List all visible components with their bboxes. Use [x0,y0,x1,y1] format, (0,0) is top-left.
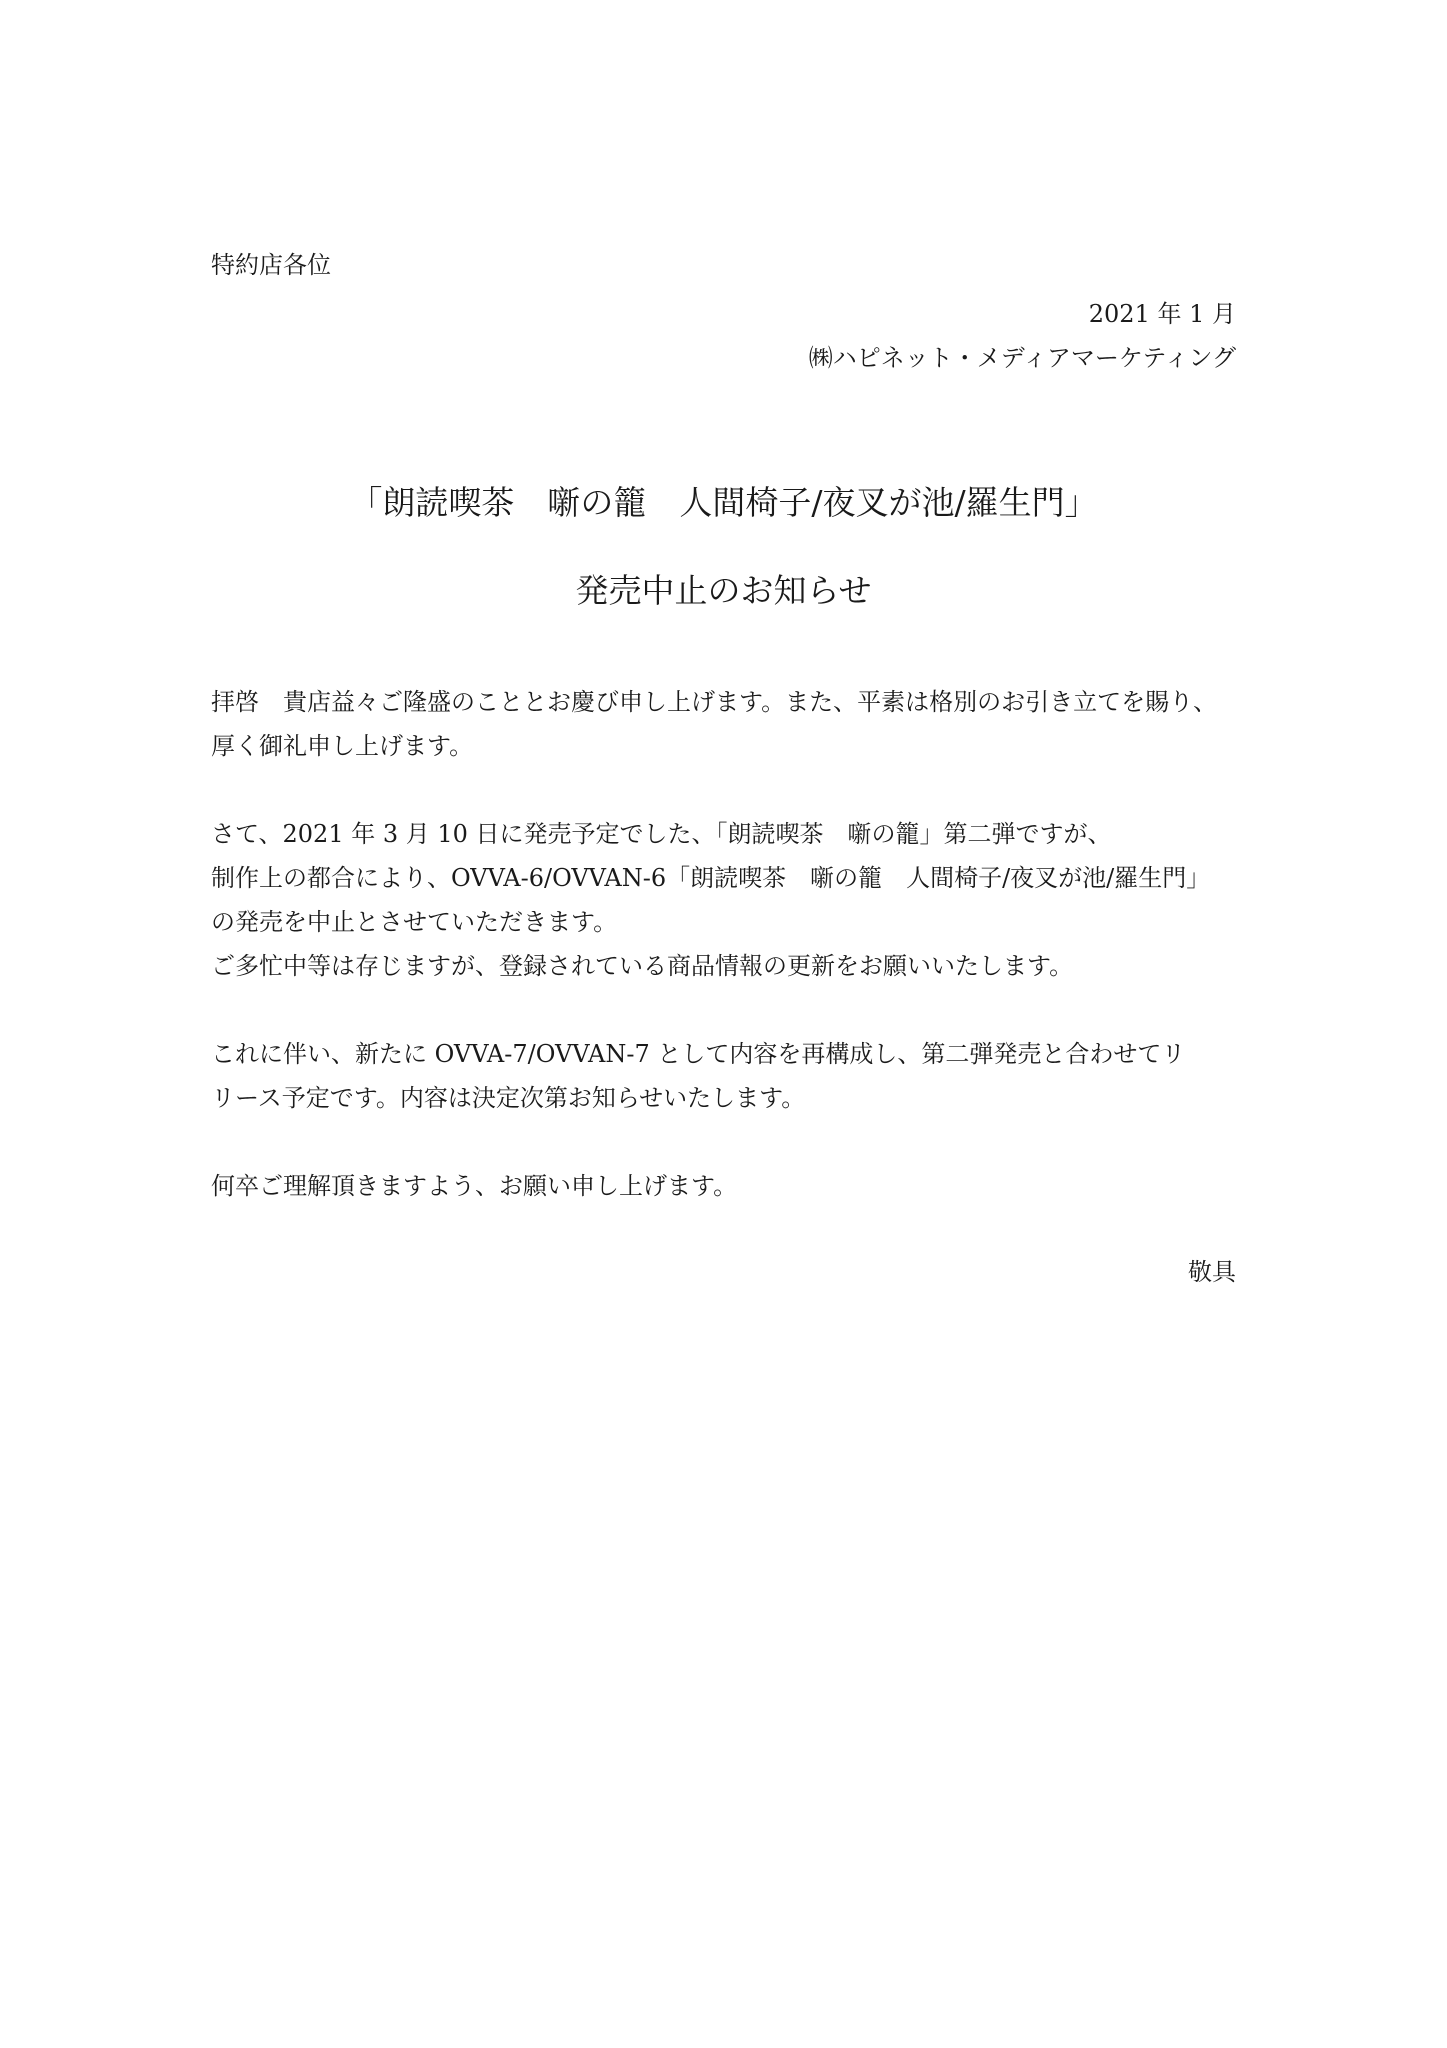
letter-body [211,680,1251,1252]
issue-date: 2021 年 1 月 [1088,300,1236,328]
text-line: これに伴い、新たに OVVA-7/OVVAN-7 として内容を再構成し、第二弾発売と合わせてリ [211,1040,1186,1068]
text-line: の発売を中止とさせていただきます。 [211,908,618,936]
text-line: リース予定です。内容は決定次第お知らせいたします。 [211,1084,806,1112]
company-name: ㈱ハピネット・メディアマーケティング [808,344,1236,372]
addressee: 特約店各位 [211,251,331,279]
text-line: 制作上の都合により、OVVA-6/OVVAN-6「朗読喫茶 噺の籠 人間椅子/夜叉が池/羅生門」 [211,864,1211,892]
document-subtitle: 発売中止のお知らせ [575,571,872,610]
paragraph-greeting [211,680,1251,768]
text-line: 何卒ご理解頂きますよう、お願い申し上げます。 [211,1172,738,1200]
sender-header [809,292,1236,380]
paragraph-announcement [211,812,1251,988]
text-line: ご多忙中等は存じますが、登録されている商品情報の更新をお願いいたします。 [211,952,1074,980]
text-line: さて、2021 年 3 月 10 日に発売予定でした、「朗読喫茶 噺の籠」第二弾ですが、 [211,820,1112,848]
closing-salutation: 敬具 [1188,1258,1236,1286]
text-line: 拝啓 貴店益々ご隆盛のこととお慶び申し上げます。また、平素は格別のお引き立てを賜り、 [211,688,1218,716]
text-line: 厚く御礼申し上げます。 [211,732,474,760]
paragraph-request [211,1164,1251,1208]
paragraph-rerelease [211,1032,1251,1120]
document-title: 「朗読喫茶 噺の籠 人間椅子/夜叉が池/羅生門」 [349,483,1098,522]
